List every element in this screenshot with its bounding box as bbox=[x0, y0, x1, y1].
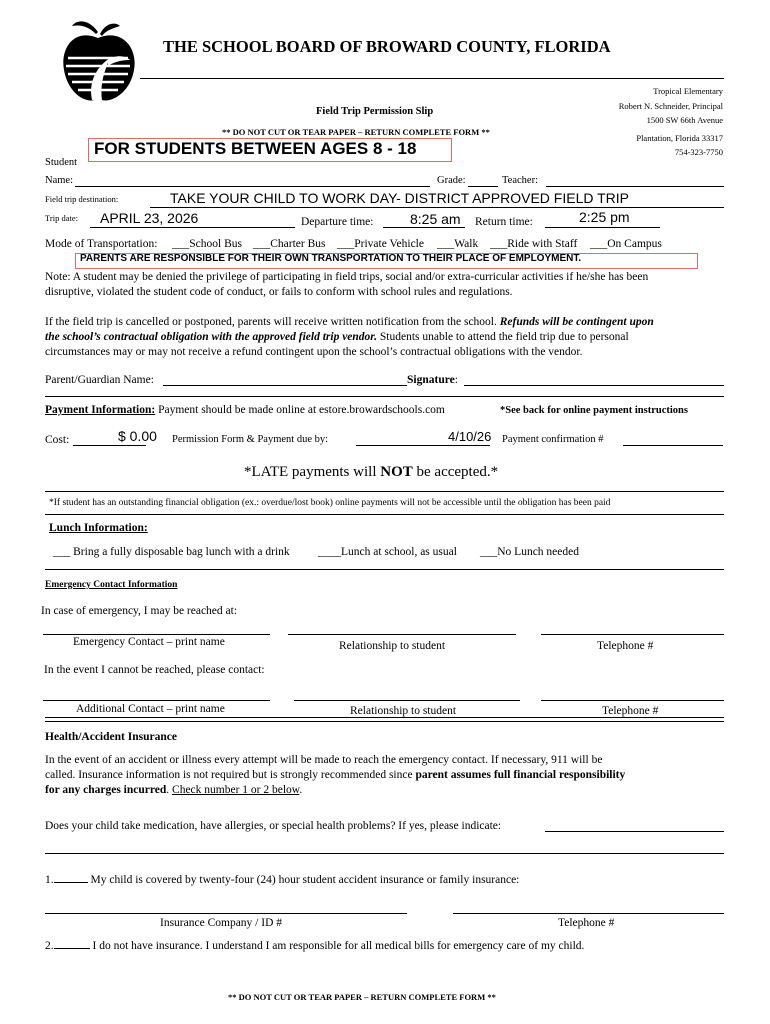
transport-option-private-vehicle[interactable]: ___Private Vehicle bbox=[337, 238, 424, 250]
section-rule-3 bbox=[45, 717, 724, 718]
do-not-cut-notice-bottom: ** DO NOT CUT OR TEAR PAPER – RETURN COMPLETE FORM ** bbox=[228, 992, 496, 1002]
parent-name-field[interactable] bbox=[163, 385, 407, 386]
teacher-label: Teacher: bbox=[502, 175, 538, 186]
name-label: Name: bbox=[45, 175, 73, 186]
emergency-relationship-field[interactable] bbox=[288, 634, 516, 635]
payment-info: Payment Information: Payment should be made online at estore.browardschools.com bbox=[45, 404, 445, 416]
destination-field[interactable] bbox=[150, 207, 724, 208]
return-value[interactable]: 2:25 pm bbox=[579, 209, 630, 225]
signature-field[interactable] bbox=[464, 385, 724, 386]
emergency-contact-field[interactable] bbox=[43, 634, 270, 635]
health-heading: Health/Accident Insurance bbox=[45, 731, 177, 743]
title-rule bbox=[140, 78, 724, 79]
additional-telephone-field[interactable] bbox=[541, 700, 724, 701]
section-rule-3b bbox=[45, 721, 724, 722]
lunch-option-bag[interactable]: ___ Bring a fully disposable bag lunch with a drink bbox=[53, 546, 290, 558]
trip-date-field[interactable] bbox=[90, 227, 295, 228]
emergency-relationship-label: Relationship to student bbox=[339, 640, 446, 652]
transport-label: Mode of Transportation: bbox=[45, 238, 158, 250]
additional-telephone-label: Telephone # bbox=[602, 705, 659, 717]
page-title: THE SCHOOL BOARD OF BROWARD COUNTY, FLORIDA bbox=[163, 37, 611, 56]
trip-date-value[interactable]: APRIL 23, 2026 bbox=[100, 210, 199, 226]
health-paragraph: In the event of an accident or illness every attempt will be made to reach the emergency contact. If necessary, 911 will be called. Insurance information is not required but is strongly recommended since parent assumes full financial responsibility for any charges incurred. Check number 1 or 2 below. bbox=[45, 754, 626, 796]
grade-field[interactable] bbox=[468, 186, 498, 187]
section-rule-1 bbox=[45, 396, 724, 397]
school-address bbox=[619, 84, 723, 160]
return-field[interactable] bbox=[545, 227, 660, 228]
school-board-logo bbox=[58, 14, 138, 106]
additional-contact-label: Additional Contact – print name bbox=[76, 703, 225, 715]
principal-name: Robert N. Schneider, Principal bbox=[618, 100, 723, 111]
insurance-telephone-field[interactable] bbox=[453, 913, 724, 914]
transport-option-walk[interactable]: ___Walk bbox=[437, 238, 479, 250]
street-address: 1500 SW 66th Avenue bbox=[646, 115, 723, 125]
teacher-field[interactable] bbox=[546, 186, 724, 187]
cost-label: Cost: bbox=[45, 434, 70, 446]
city-address: Plantation, Florida 33317 bbox=[636, 132, 723, 143]
emergency-telephone-label: Telephone # bbox=[597, 640, 654, 652]
cost-field[interactable] bbox=[73, 445, 146, 446]
parent-name-label: Parent/Guardian Name: bbox=[45, 374, 154, 386]
form-title: Field Trip Permission Slip bbox=[316, 106, 434, 117]
transport-notice: PARENTS ARE RESPONSIBLE FOR THEIR OWN TRANSPORTATION TO THEIR PLACE OF EMPLOYMENT. bbox=[80, 253, 582, 264]
insurance-telephone-label: Telephone # bbox=[558, 917, 615, 929]
section-rule-2 bbox=[45, 569, 724, 570]
cannot-reach-text: In the event I cannot be reached, please contact: bbox=[44, 664, 265, 676]
emergency-contact-label: Emergency Contact – print name bbox=[73, 636, 225, 648]
do-not-cut-notice-top: ** DO NOT CUT OR TEAR PAPER – RETURN COMPLETE FORM ** bbox=[222, 127, 490, 137]
lunch-option-none[interactable]: ___No Lunch needed bbox=[480, 546, 579, 558]
age-banner: FOR STUDENTS BETWEEN AGES 8 - 18 bbox=[94, 139, 417, 158]
confirmation-field[interactable] bbox=[623, 445, 723, 446]
insurance-option-2[interactable]: 2. I do not have insurance. I understand I am responsible for all medical bills for emergency care of my child. bbox=[45, 940, 585, 952]
denial-note: Note: A student may be denied the privilege of participating in field trips, social and/or extra-curricular activities if he/she has been disruptive, violated the student code of conduct, or fails to conform with school rules and regulations. bbox=[45, 271, 649, 298]
signature-label: Signature: bbox=[407, 374, 458, 386]
transport-option-ride-with-staff[interactable]: ___Ride with Staff bbox=[490, 238, 578, 250]
name-field[interactable] bbox=[75, 186, 430, 187]
destination-label: Field trip destination: bbox=[45, 194, 119, 204]
medication-field[interactable] bbox=[545, 831, 724, 832]
obligation-rule-bottom bbox=[45, 514, 724, 515]
transport-option-charter-bus[interactable]: ___Charter Bus bbox=[253, 238, 326, 250]
student-label: Student bbox=[45, 157, 78, 168]
lunch-heading: Lunch Information: bbox=[49, 522, 148, 534]
departure-value[interactable]: 8:25 am bbox=[410, 211, 461, 227]
grade-label: Grade: bbox=[437, 175, 466, 186]
due-label: Permission Form & Payment due by: bbox=[172, 434, 329, 445]
confirmation-label: Payment confirmation # bbox=[502, 434, 604, 445]
late-payment-notice: *LATE payments will NOT be accepted.* bbox=[244, 464, 499, 480]
additional-relationship-label: Relationship to student bbox=[350, 705, 457, 717]
medication-question: Does your child take medication, have allergies, or special health problems? If yes, please indicate: bbox=[45, 820, 502, 832]
due-field[interactable] bbox=[356, 445, 490, 446]
insurance-company-label: Insurance Company / ID # bbox=[160, 917, 282, 929]
trip-date-label: Trip date: bbox=[45, 213, 78, 223]
cancellation-policy: If the field trip is cancelled or postponed, parents will receive written notification from the school. Refunds will be contingent upon the school’s contractual obligation with the approved field trip vendor. Students unable to attend the field trip due to personal circumstances may or may not receive a refund contingent upon the school’s contractual obligations with the vendor. bbox=[45, 316, 654, 358]
obligation-rule-top bbox=[45, 491, 724, 492]
reach-text: In case of emergency, I may be reached at: bbox=[41, 605, 238, 617]
departure-field[interactable] bbox=[383, 227, 465, 228]
school-phone: 754-323-7750 bbox=[674, 147, 723, 157]
see-back-note: *See back for online payment instructions bbox=[500, 405, 688, 416]
due-value[interactable]: 4/10/26 bbox=[448, 429, 492, 444]
school-name: Tropical Elementary bbox=[653, 86, 723, 96]
additional-contact-field[interactable] bbox=[43, 700, 270, 701]
emergency-heading: Emergency Contact Information bbox=[45, 580, 178, 590]
cost-value[interactable]: $ 0.00 bbox=[118, 428, 157, 444]
transport-option-school-bus[interactable]: ___School Bus bbox=[172, 238, 242, 250]
additional-relationship-field[interactable] bbox=[294, 700, 520, 701]
insurance-company-field[interactable] bbox=[45, 913, 407, 914]
obligation-note: *If student has an outstanding financial obligation (ex.: overdue/lost book) online payments will not be accessible until the obligation has been paid bbox=[49, 498, 611, 508]
insurance-option-1[interactable]: 1. My child is covered by twenty-four (24) hour student accident insurance or family insurance: bbox=[45, 874, 520, 886]
return-label: Return time: bbox=[475, 216, 533, 228]
destination-value[interactable]: TAKE YOUR CHILD TO WORK DAY- DISTRICT APPROVED FIELD TRIP bbox=[170, 190, 629, 206]
transport-option-on-campus[interactable]: ___On Campus bbox=[590, 238, 662, 250]
lunch-option-school[interactable]: ____Lunch at school, as usual bbox=[318, 546, 457, 558]
medication-field-2[interactable] bbox=[45, 853, 724, 854]
emergency-telephone-field[interactable] bbox=[541, 634, 724, 635]
departure-label: Departure time: bbox=[301, 216, 374, 228]
